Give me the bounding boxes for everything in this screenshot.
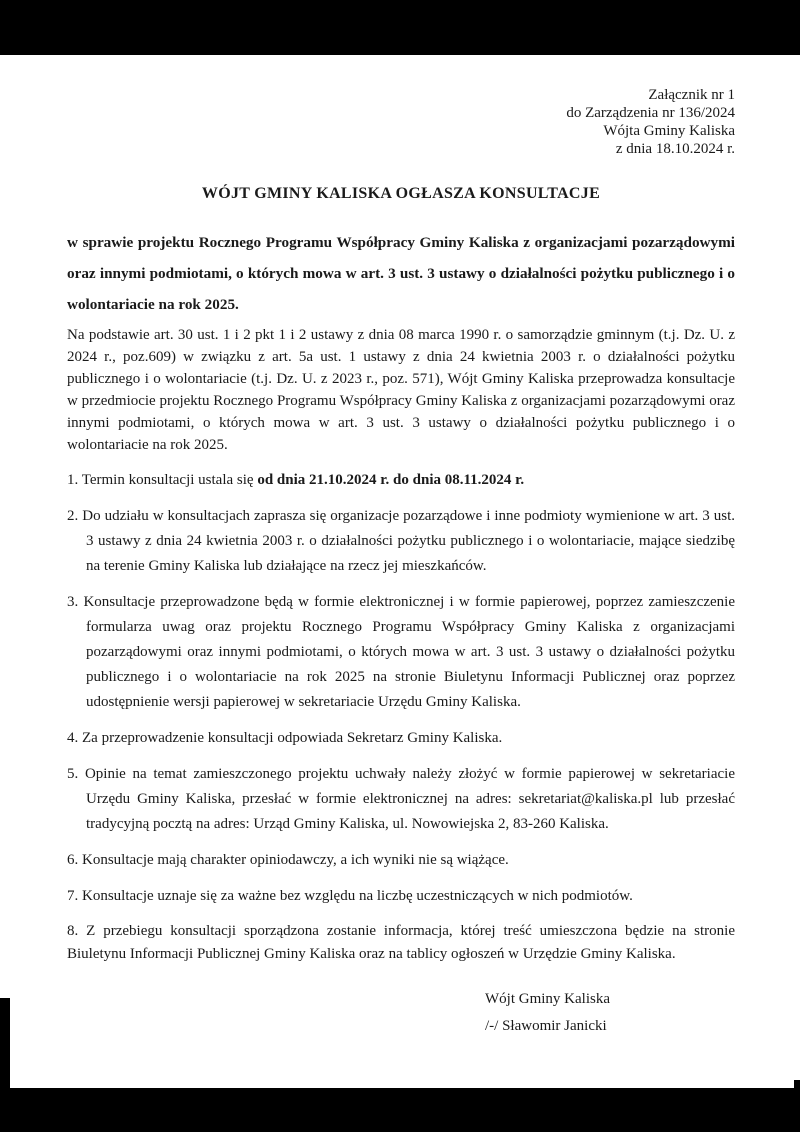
item-text: Konsultacje uznaje się za ważne bez względu na liczbę uczestniczących w nich podmiotów. — [78, 888, 633, 904]
consultation-item-3 — [67, 590, 735, 715]
attachment-line: z dnia 18.10.2024 r. — [615, 141, 735, 157]
attachment-line: Wójta Gminy Kaliska — [603, 123, 735, 139]
subject-paragraph: w sprawie projektu Rocznego Programu Współpracy Gminy Kaliska z organizacjami pozarządowymi oraz innymi podmiotami, o których mowa w art. 3 ust. 3 ustawy o działalności pożytku publicznego i o wolontariacie na rok 2025. — [67, 234, 735, 313]
item-text: Do udziału w konsultacjach zaprasza się organizacje pozarządowe i inne podmioty wymienione w art. 3 ust. 3 ustawy z dnia 24 kwietnia 2003 r. o działalności pożytku publicznego i o wolontariacie, mające siedzibę na terenie Gminy Kaliska lub działające na rzecz jej mieszkańców. — [78, 508, 735, 574]
item-text: Konsultacje mają charakter opiniodawczy, a ich wyniki nie są wiążące. — [78, 852, 509, 868]
item-number: 1. — [67, 472, 79, 488]
scan-edge-left — [0, 998, 10, 1132]
item-text: Z przebiegu konsultacji sporządzona zostanie informacja, której treść umieszczona będzie na stronie Biuletynu Informacji Publicznej Gminy Kaliska oraz na tablicy ogłoszeń w Urzędzie Gminy Kaliska. — [67, 923, 735, 962]
legal-basis-paragraph: Na podstawie art. 30 ust. 1 i 2 pkt 1 i 2 ustawy z dnia 08 marca 1990 r. o samorządzie gminnym (t.j. Dz. U. z 2024 r., poz.609) w związku z art. 5a ust. 1 ustawy z dnia 24 kwietnia 2003 r. o działalności pożytku publicznego i o wolontariacie (t.j. Dz. U. z 2023 r., poz. 571), Wójt Gminy Kaliska przeprowadza konsultacje w przedmiocie projektu Rocznego Programu Współpracy Gminy Kaliska z organizacjami pozarządowymi oraz innymi podmiotami, o których mowa w art. 3 ust. 3 ustawy o działalności pożytku publicznego i o wolontariacie na rok 2025. — [67, 327, 735, 453]
consultation-item-1 — [67, 468, 735, 493]
document-title: WÓJT GMINY KALISKA OGŁASZA KONSULTACJE — [201, 185, 601, 202]
item-number: 3. — [67, 594, 79, 610]
item-number: 4. — [67, 730, 79, 746]
consultation-item-6 — [67, 848, 735, 873]
consultation-item-4 — [67, 726, 735, 751]
item-number: 8. — [67, 923, 79, 939]
scan-edge-right — [794, 1080, 800, 1132]
consultation-item-8 — [67, 920, 735, 966]
item-number: 6. — [67, 852, 79, 868]
signature-title: Wójt Gminy Kaliska — [485, 991, 610, 1007]
item-text: Za przeprowadzenie konsultacji odpowiada Sekretarz Gminy Kaliska. — [78, 730, 503, 746]
attachment-line: do Zarządzenia nr 136/2024 — [566, 105, 735, 121]
item-number: 2. — [67, 508, 79, 524]
attachment-reference-block — [67, 86, 735, 158]
item-text: Opinie na temat zamieszczonego projektu uchwały należy złożyć w formie papierowej w sekretariacie Urzędu Gminy Kaliska, przesłać w formie elektronicznej na adres: sekretariat@kaliska.pl lub przesłać tradycyjną pocztą na adres: Urząd Gminy Kaliska, ul. Nowowiejska 2, 83-260 Kaliska. — [78, 766, 735, 832]
scan-edge-bottom — [0, 1088, 800, 1132]
consultation-dates-bold: od dnia 21.10.2024 r. do dnia 08.11.2024 r. — [257, 472, 525, 488]
document-content — [67, 0, 735, 1040]
item-text: Konsultacje przeprowadzone będą w formie elektronicznej i w formie papierowej, poprzez zamieszczenie formularza uwag oraz projektu Rocznego Programu Współpracy Gminy Kaliska z organizacjami pozarządowymi oraz innymi podmiotami, o których mowa w art. 3 ust. 3 ustawy o działalności pożytku publicznego i o wolontariacie na rok 2025 na stronie Biuletynu Informacji Publicznej oraz poprzez udostępnienie wersji papierowej w sekretariacie Urzędu Gminy Kaliska. — [78, 594, 735, 710]
scan-edge-top — [0, 0, 800, 55]
signature-block — [485, 986, 735, 1040]
signature-name: /-/ Sławomir Janicki — [485, 1018, 607, 1034]
consultation-item-5 — [67, 762, 735, 837]
consultation-item-2 — [67, 504, 735, 579]
item-text: Termin konsultacji ustala się — [78, 472, 258, 488]
consultation-item-7 — [67, 884, 735, 909]
attachment-line: Załącznik nr 1 — [648, 87, 735, 103]
item-number: 7. — [67, 888, 79, 904]
item-number: 5. — [67, 766, 79, 782]
